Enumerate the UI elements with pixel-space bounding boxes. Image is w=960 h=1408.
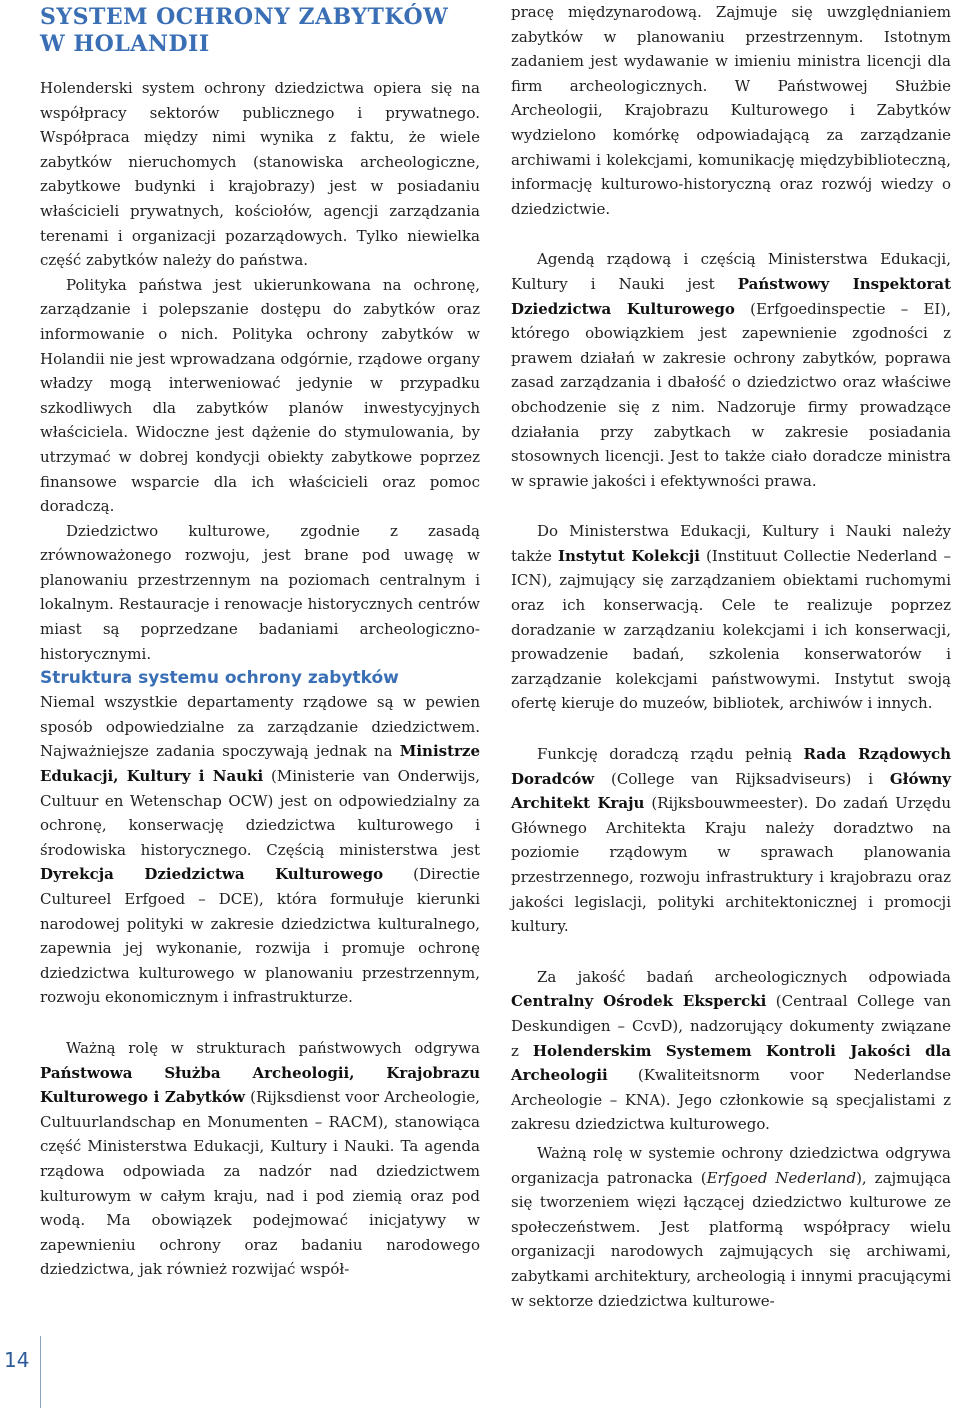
page-title: [40, 4, 480, 58]
section-subheading: Struktura systemu ochrony zabytków: [40, 668, 399, 689]
patronage-text-a: Ważną rolę w systemie ochrony dziedzictwa odgrywa organizacja patronacka (: [511, 1143, 951, 1187]
ministry-text-c: (Ministerie van Onderwijs, Cultuur en Wetenschap OCW) jest on odpowiedzialny za ochronę, konserwację dziedzictwa kulturowego i środowiska historycznego. Częścią ministerstwa jest: [40, 767, 481, 859]
ministry-text-a: Niemal wszystkie departamenty rządowe są w pewien sposób odpowiedzialne za zarządzanie dziedzictwem. Najważniejsze zadania spoczywają jednak na: [40, 693, 480, 761]
racm-text-a: Ważną rolę w strukturach państwowych odgrywa: [66, 1038, 480, 1057]
racm-text-c: (Rijksdienst voor Archeologie, Cultuurlandschap en Monumenten – RACM), stanowiąca część Ministerstwa Edukacji, Kultury i Nauki. Ta agenda rządowa odpowiada za nadzór nad dziedzictwem kulturowym w całym kraju, nad i pod ziemią oraz pod wodą. Ma obowiązek podejmować inicjatywy w zapewnieniu ochrony oraz badaniu narodowego dziedzictwa, jak również rozwijać współ-: [40, 1088, 480, 1279]
racm-name: Państwowa Służba Archeologii, Krajobrazu Kulturowego i Zabytków: [40, 1063, 480, 1107]
ministry-paragraph: [40, 690, 480, 1010]
inspectorate-name: Państwowy Inspektorat Dziedzictwa Kulturowego: [511, 274, 952, 318]
policy-paragraph: Polityka państwa jest ukierunkowana na ochronę, zarządzanie i polepszanie dostępu do zabytków oraz informowanie o nich. Polityka ochrony zabytków w Holandii nie jest wprowadzana odgórnie, rządowe organy władzy mogą interweniować jedynie w przypadku szkodliwych dla zabytków planów inwestycyjnych właściciela. Widoczne jest dążenie do stymulowania, by utrzymać w dobrej kondycji obiekty zabytkowe poprzez finansowe wsparcie dla ich właścicieli oraz pomoc doradczą.: [40, 275, 480, 516]
inspectorate-paragraph: [511, 247, 951, 493]
quality-text-d: (Kwaliteitsnorm voor Nederlandse Archeologie – KNA). Jego członkowie są specjalistami z zakresu dziedzictwa kulturowego.: [511, 1066, 951, 1134]
page-title-line-2: W HOLANDII: [40, 31, 210, 57]
page-margin-rule: [40, 1336, 41, 1408]
advisors-text-d: (Rijksbouwmeester). Do zadań Urzędu Głównego Architekta Kraju należy doradztwo na poziomie rządowym w sprawach planowania przestrzennego, rozwoju infrastruktury i krajobrazu oraz jakości legislacji, polityki architektonicznej i promocji kultury.: [511, 794, 951, 936]
patronage-text-c: ), zajmująca się tworzeniem więzi łączącej dziedzictwo kulturowe ze społeczeństwem. Jest platformą współpracy wielu organizacji narodowych zajmujących się archiwami, zabytkami architektury, archeologią i innymi pracującymi w sektorze dziedzictwa kulturowe-: [511, 1168, 951, 1310]
inspectorate-text-c: (Erfgoedinspectie – EI), którego obowiązkiem jest zapewnienie zgodności z prawem działań w zakresie ochrony zabytków, poprawa zasad zarządzania i dbałość o dziedzictwo oraz właściwe obchodzenie się z nim. Nadzoruje firmy prowadzące działania przy zabytkach w zakresie posiadania stosownych licencji. Jest to także ciało doradcze ministra w sprawie jakości i efektywności prawa.: [511, 299, 951, 490]
racm-paragraph: [40, 1036, 480, 1282]
advisors-text-a: Funkcję doradczą rządu pełnią: [537, 745, 804, 764]
dce-name: Dyrekcja Dziedzictwa Kulturowego: [40, 865, 384, 884]
chief-architect-name: Główny Architekt Kraju: [511, 769, 951, 813]
collections-text-a: Do Ministerstwa Edukacji, Kultury i Nauki należy także: [511, 522, 951, 565]
quality-text-a: Za jakość badań archeologicznych odpowiada: [537, 967, 951, 986]
quality-system-name: Holenderskim Systemem Kontroli Jakości dla Archeologii: [511, 1041, 951, 1085]
page-title-line-1: SYSTEM OCHRONY ZABYTKÓW: [40, 4, 449, 30]
collections-paragraph: [511, 519, 951, 716]
left-column: [40, 0, 480, 1282]
ministry-name: Ministrze Edukacji, Kultury i Nauki: [40, 742, 480, 786]
inspectorate-text-a: Agendą rządową i częścią Ministerstwa Edukacji, Kultury i Nauki jest: [511, 250, 951, 293]
advisors-paragraph: [511, 742, 951, 939]
collections-institute-name: Instytut Kolekcji: [557, 546, 700, 565]
quality-text-c: (Centraal College van Deskundigen – CcvD), nadzorujący dokumenty związane z: [511, 992, 952, 1060]
patronage-paragraph: [511, 1141, 951, 1313]
ministry-text-d: (Directie Cultureel Erfgoed – DCE), która formułuje kierunki narodowej polityki w zakresie dziedzictwa kulturalnego, zapewnia jej wykonanie, rozwija i promuje ochronę dziedzictwa kulturowego w planowaniu przestrzennym, rozwoju ekonomicznym i infrastrukturze.: [40, 865, 480, 1007]
archaeology-quality-paragraph: [511, 965, 951, 1137]
expert-centre-name: Centralny Ośrodek Ekspercki: [511, 992, 767, 1011]
right-column: [511, 0, 951, 1313]
page-number: 14: [4, 1348, 30, 1372]
advisors-text-c: (College van Rijksadviseurs) i: [594, 769, 890, 788]
racm-continuation-paragraph: pracę międzynarodową. Zajmuje się uwzględnianiem zabytków w planowaniu przestrzennym. Istotnym zadaniem jest wydawanie w imieniu ministra licencji dla firm archeologicznych. W Państwowej Służbie Archeologii, Krajobrazu Kulturowego i Zabytków wydzielono komórkę odpowiadającą za zarządzanie archiwami i kolekcjami, komunikację międzybiblioteczną, informację kulturowo-historyczną oraz rozwój wiedzy o dziedzictwie.: [511, 3, 951, 218]
patronage-org-name: Erfgoed Nederland: [706, 1168, 857, 1187]
advisors-council-name: Rada Rządowych Doradców: [511, 745, 952, 788]
collections-text-c: (Instituut Collectie Nederland – ICN), zajmujący się zarządzaniem obiektami ruchomymi oraz ich konserwacją. Cele te realizuje poprzez doradzanie w zarządzaniu kolekcjami i ich konserwacji, prowadzenie badań, szkolenia konserwatorów i zarządzanie kolekcjami państwowymi. Instytut swoją ofertę kieruje do muzeów, bibliotek, archiwów i innych.: [511, 546, 952, 713]
intro-paragraph: Holenderski system ochrony dziedzictwa opiera się na współpracy sektorów publicznego i prywatnego. Współpraca między nimi wynika z faktu, że wiele zabytków nieruchomych (stanowiska archeologiczne, zabytkowe budynki i krajobrazy) jest w posiadaniu właścicieli prywatnych, kościołów, agencji zarządzania terenami i organizacji pozarządowych. Tylko niewielka część zabytków należy do państwa.: [40, 79, 480, 270]
heritage-planning-paragraph: Dziedzictwo kulturowe, zgodnie z zasadą zrównoważonego rozwoju, jest brane pod uwagę w planowaniu przestrzennym na poziomach centralnym i lokalnym. Restauracje i renowacje historycznych centrów miast są poprzedzane badaniami archeologiczno-historycznymi.: [40, 521, 480, 663]
